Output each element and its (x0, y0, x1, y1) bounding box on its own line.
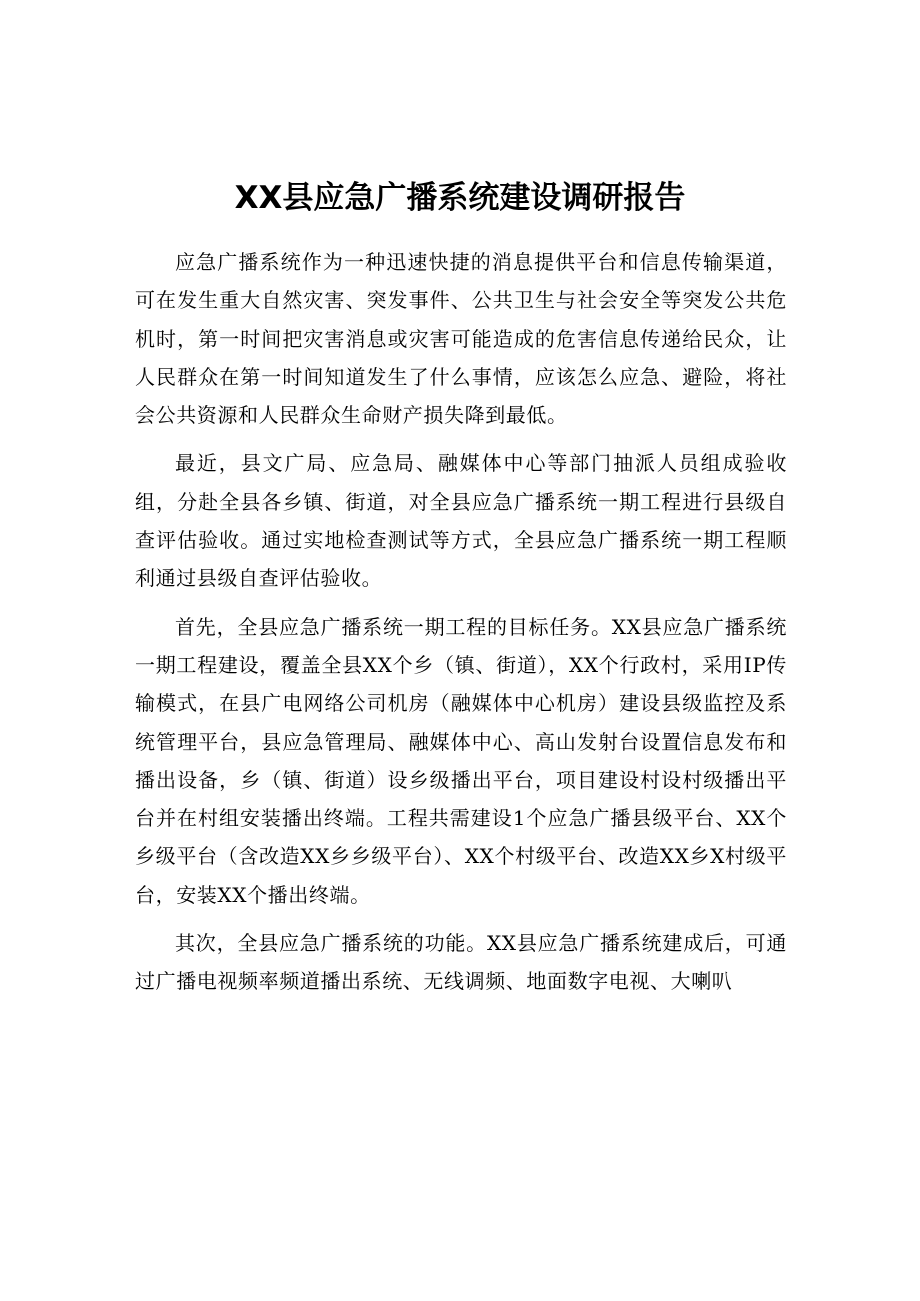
document-title: XX县应急广播系统建设调研报告 (234, 180, 686, 216)
document-body (135, 243, 787, 1011)
paragraph-acceptance: 最近，县文广局、应急局、融媒体中心等部门抽派人员组成验收组，分赴全县各乡镇、街道，对全县应急广播系统一期工程进行县级自查评估验收。通过实地检查测试等方式，全县应急广播系统一期工程顺利通过县级自查评估验收。 (135, 451, 787, 591)
paragraph-intro: 应急广播系统作为一种迅速快捷的消息提供平台和信息传输渠道，可在发生重大自然灾害、突发事件、公共卫生与社会安全等突发公共危机时，第一时间把灾害消息或灾害可能造成的危害信息传递给民众，让人民群众在第一时间知道发生了什么事情，应该怎么应急、避险，将社会公共资源和人民群众生命财产损失降到最低。 (135, 250, 787, 428)
paragraph-functions: 其次，全县应急广播系统的功能。XX县应急广播系统建成后，可通过广播电视频率频道播出系统、无线调频、地面数字电视、大喇叭 (135, 931, 787, 994)
paragraph-objectives: 首先，全县应急广播系统一期工程的目标任务。XX县应急广播系统一期工程建设，覆盖全县XX个乡（镇、街道），XX个行政村，采用IP传输模式，在县广电网络公司机房（融媒体中心机房）建设县级监控及系统管理平台，县应急管理局、融媒体中心、高山发射台设置信息发布和播出设备，乡（镇、街道）设乡级播出平台，项目建设村设村级播出平台并在村组安装播出终端。工程共需建设1个应急广播县级平台、XX个乡级平台（含改造XX乡乡级平台）、XX个村级平台、改造XX乡X村级平台，安装XX个播出终端。 (135, 614, 787, 907)
